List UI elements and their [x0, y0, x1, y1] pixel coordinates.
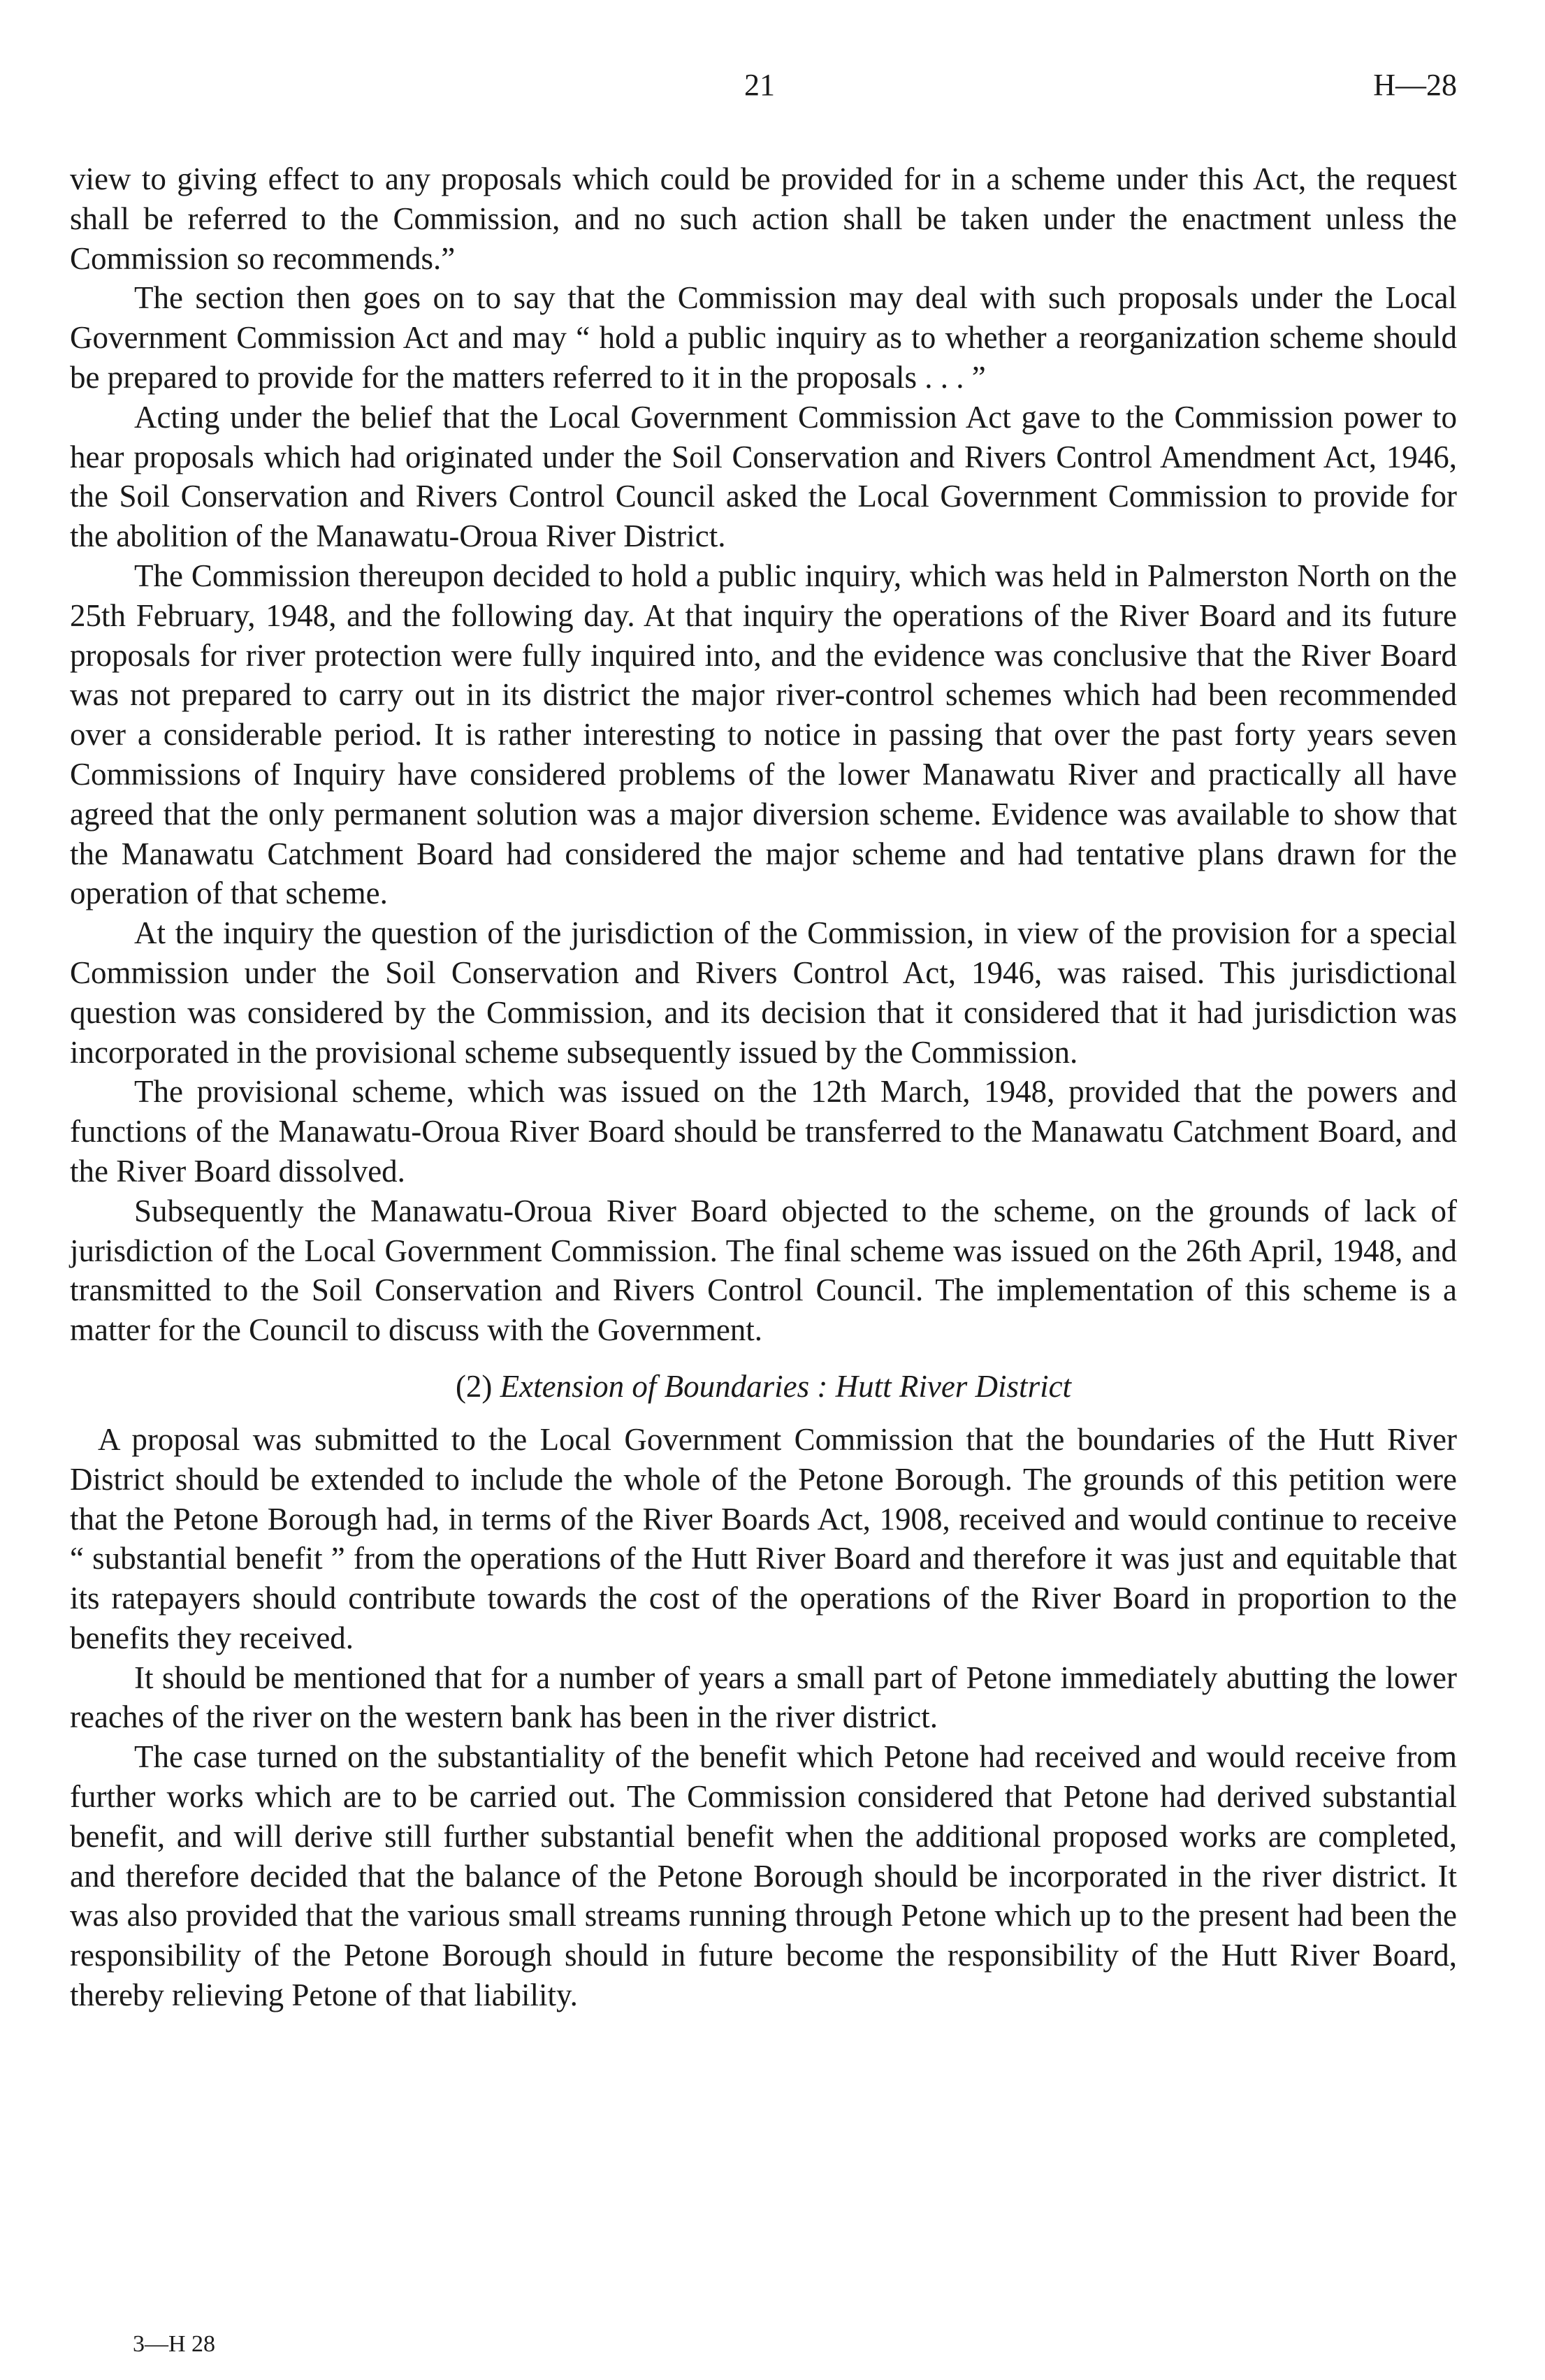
- paragraph-continuation: view to giving effect to any proposals which could be provided for in a scheme under this Act, the request shall be referred to the Commission, and no such action shall be taken under the enactment unless the Commission so recommends.”: [70, 161, 1457, 276]
- paragraph: It should be mentioned that for a number of years a small part of Petone immediately abutting the lower reaches of the river on the western bank has been in the river district.: [70, 1660, 1457, 1735]
- paragraph: The case turned on the substantiality of the benefit which Petone had received and would receive from further works which are to be carried out. The Commission considered that Petone had derived substantial benefit, and will derive still further substantial benefit when the additional proposed works are completed, and therefore decided that the balance of the Petone Borough should be incorporated in the river district. It was also provided that the various small streams running through Petone which up to the present had been the responsibility of the Petone Borough should in future become the responsibility of the Hutt River Board, thereby relieving Petone of that liability.: [70, 1739, 1457, 2013]
- paragraph: The Commission thereupon decided to hold a public inquiry, which was held in Palmerston North on the 25th February, 1948, and the following day. At that inquiry the operations of the River Board and its future proposals for river protection were fully inquired into, and the evidence was conclusive that the River Board was not prepared to carry out in its district the major river-control schemes which had been recommended over a considerable period. It is rather interesting to notice in passing that over the past forty years seven Commissions of Inquiry have considered problems of the lower Manawatu River and practically all have agreed that the only permanent solution was a major diversion scheme. Evidence was available to show that the Manawatu Catchment Board had considered the major scheme and had tentative plans drawn for the operation of that scheme.: [70, 558, 1457, 911]
- paragraph: At the inquiry the question of the jurisdiction of the Commission, in view of the provision for a special Commission under the Soil Conservation and Rivers Control Act, 1946, was raised. This jurisdictional question was considered by the Commission, and its decision that it considered that it had jurisdiction was incorporated in the provisional scheme subsequently issued by the Commission.: [70, 915, 1457, 1070]
- paragraph: A proposal was submitted to the Local Government Commission that the boundaries of the Hutt River District should be extended to include the whole of the Petone Borough. The grounds of this petition were that the Petone Borough had, in terms of the River Boards Act, 1908, received and would continue to receive “ substantial benefit ” from the operations of the Hutt River Board and therefore it was just and equitable that its ratepayers should contribute towards the cost of the operations of the River Board in proportion to the benefits they received.: [70, 1421, 1457, 1655]
- paragraph: The section then goes on to say that the Commission may deal with such proposals under the Local Government Commission Act and may “ hold a public inquiry as to whether a reorganization scheme should be prepared to provide for the matters referred to it in the proposals . . . ”: [70, 280, 1457, 395]
- document-reference: H—28: [1373, 68, 1457, 102]
- signature-mark: 3—H 28: [133, 2331, 216, 2357]
- page-header: [70, 67, 1457, 116]
- document-body: [70, 159, 1457, 2015]
- section-heading: [70, 1365, 1457, 1407]
- paragraph: Subsequently the Manawatu-Oroua River Board objected to the scheme, on the grounds of lack of jurisdiction of the Local Government Commission. The final scheme was issued on the 26th April, 1948, and transmitted to the Soil Conservation and Rivers Control Council. The implementation of this scheme is a matter for the Council to discuss with the Government.: [70, 1193, 1457, 1348]
- paragraph: The provisional scheme, which was issued on the 12th March, 1948, provided that the powers and functions of the Manawatu-Oroua River Board should be transferred to the Manawatu Catchment Board, and the River Board dissolved.: [70, 1074, 1457, 1189]
- page-number: 21: [744, 68, 775, 102]
- section-title: Extension of Boundaries : Hutt River District: [500, 1368, 1072, 1404]
- section-number: (2): [455, 1368, 493, 1404]
- paragraph: Acting under the belief that the Local Government Commission Act gave to the Commission power to hear proposals which had originated under the Soil Conservation and Rivers Control Amendment Act, 1946, the Soil Conservation and Rivers Control Council asked the Local Government Commission to provide for the abolition of the Manawatu-Oroua River District.: [70, 399, 1457, 554]
